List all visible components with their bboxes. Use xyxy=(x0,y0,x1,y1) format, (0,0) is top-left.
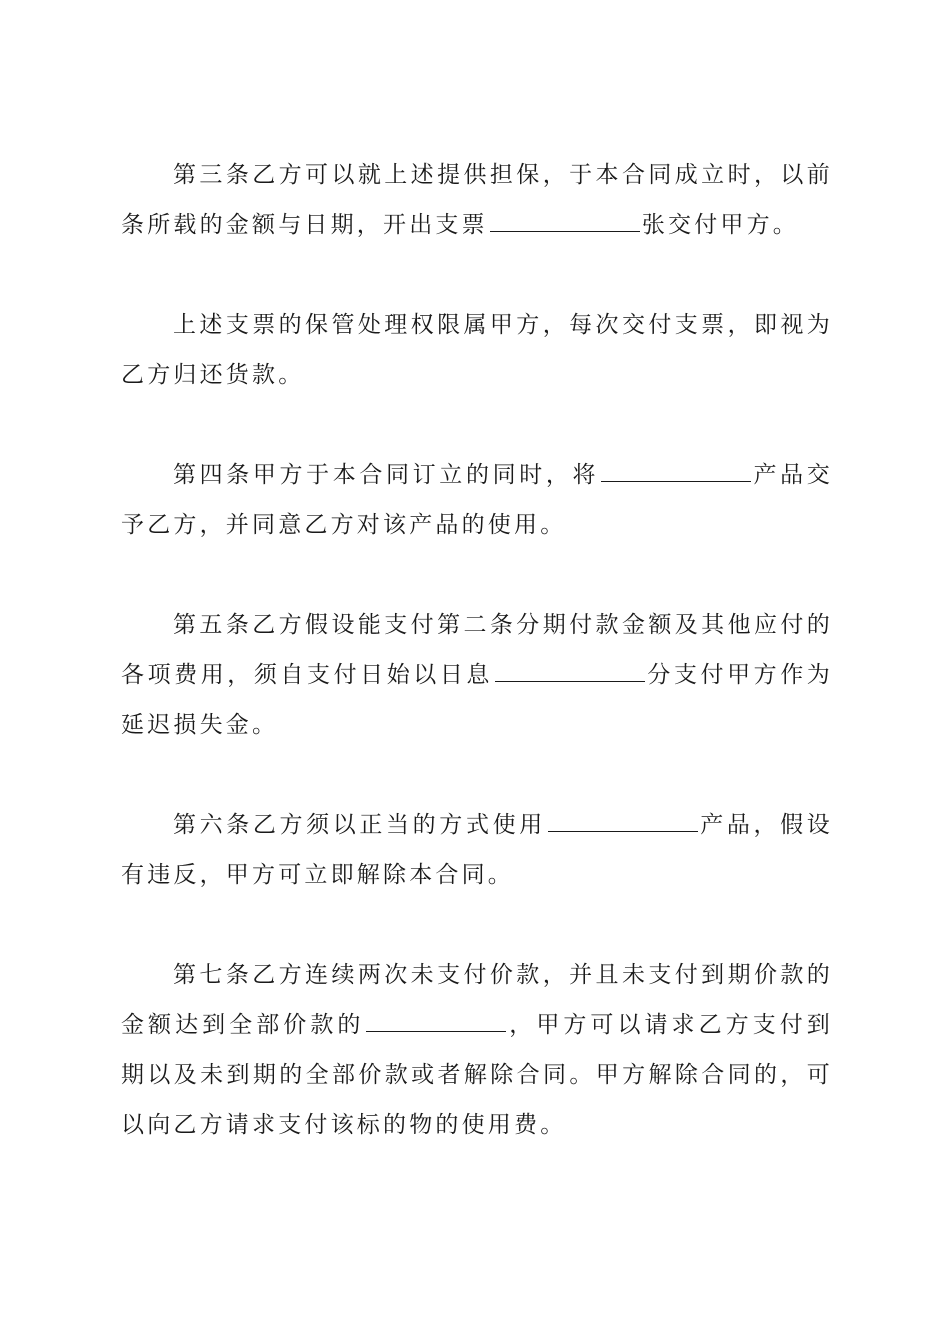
document-body xyxy=(121,150,833,1150)
clause-3 xyxy=(121,150,833,250)
clause-3-text-after: 张交付甲方。 xyxy=(641,212,800,238)
clause-5-fill-blank xyxy=(495,661,645,682)
clause-3-text-before: 第三条乙方可以就上述提供担保，于本合同成立时，以前条所载的金额与日期，开出支票 xyxy=(121,162,833,238)
clause-3-fill-blank xyxy=(490,211,640,232)
clause-6-text-after: 产品，假设有违反，甲方可立即解除本合同。 xyxy=(121,812,833,888)
clause-4 xyxy=(121,450,833,550)
clause-4-fill-blank xyxy=(601,461,751,482)
clause-7 xyxy=(121,950,833,1150)
clause-6-text-before: 第六条乙方须以正当的方式使用 xyxy=(173,812,546,838)
clause-4-text-before: 第四条甲方于本合同订立的同时，将 xyxy=(173,462,600,488)
clause-7-text-after: ，甲方可以请求乙方支付到期以及未到期的全部价款或者解除合同。甲方解除合同的，可以向乙方请求支付该标的物的使用费。 xyxy=(121,1012,833,1138)
clause-3-note-text: 上述支票的保管处理权限属甲方，每次交付支票，即视为乙方归还货款。 xyxy=(121,312,833,388)
clause-6-fill-blank xyxy=(548,811,698,832)
clause-3-note xyxy=(121,300,833,400)
clause-7-fill-blank xyxy=(366,1011,506,1032)
clause-4-text-after: 产品交予乙方，并同意乙方对该产品的使用。 xyxy=(121,462,834,538)
clause-5-text-before: 第五条乙方假设能支付第二条分期付款金额及其他应付的各项费用，须自支付日始以日息 xyxy=(121,612,833,688)
clause-7-text-before: 第七条乙方连续两次未支付价款，并且未支付到期价款的金额达到全部价款的 xyxy=(121,962,833,1038)
clause-5 xyxy=(121,600,833,750)
clause-5-text-after: 分支付甲方作为延迟损失金。 xyxy=(121,662,833,738)
clause-6 xyxy=(121,800,833,900)
